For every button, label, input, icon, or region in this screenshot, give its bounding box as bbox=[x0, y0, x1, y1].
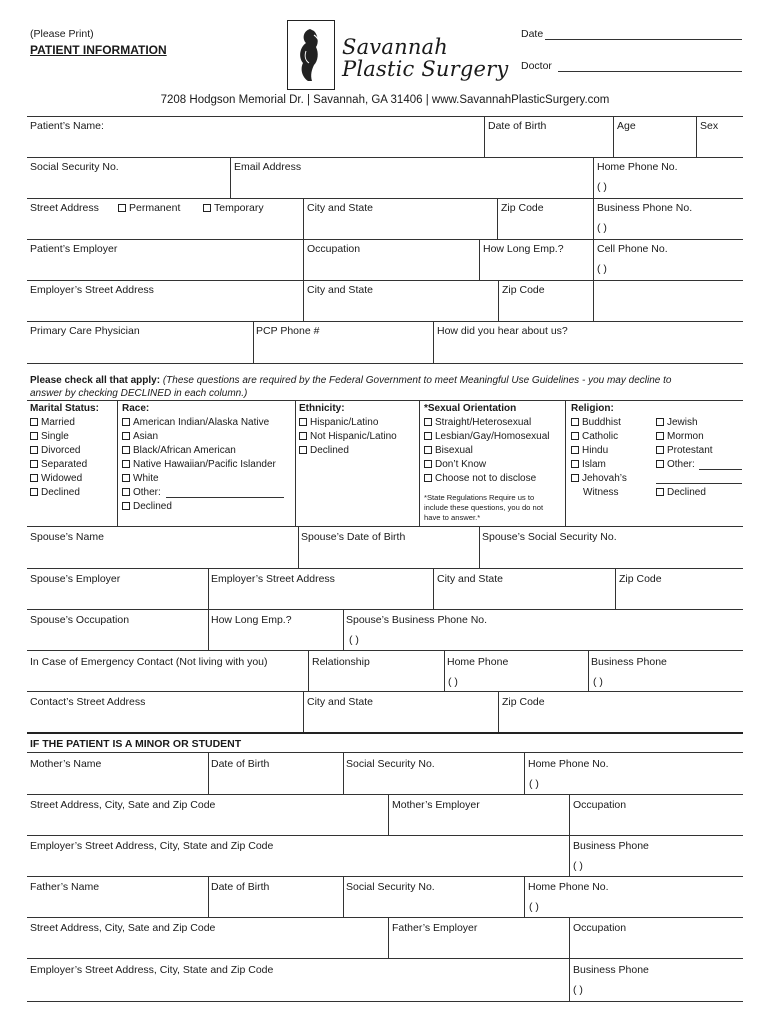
pcp-phone-label: PCP Phone # bbox=[256, 325, 320, 337]
marital-option-label: Declined bbox=[41, 487, 80, 498]
father-business-phone-paren: ( ) bbox=[573, 984, 583, 996]
race-option-label: Declined bbox=[133, 501, 172, 512]
spouse-ssn-label: Spouse’s Social Security No. bbox=[482, 531, 617, 543]
ethnicity-title: Ethnicity: bbox=[299, 403, 345, 414]
demographics-intro-bold: Please check all that apply: bbox=[30, 375, 161, 386]
race-declined[interactable] bbox=[122, 500, 172, 514]
religion-hindu[interactable] bbox=[571, 444, 608, 458]
cell-phone-paren: ( ) bbox=[597, 263, 607, 275]
religion-option-label: Islam bbox=[582, 459, 606, 470]
father-name-label: Father’s Name bbox=[30, 881, 100, 893]
orientation-bisexual[interactable] bbox=[424, 444, 473, 458]
demographics-intro-line2: answer by checking DECLINED in each column.) bbox=[30, 388, 248, 399]
doctor-label: Doctor bbox=[521, 60, 552, 72]
mother-occupation-label: Occupation bbox=[573, 799, 627, 811]
spouse-zip-label: Zip Code bbox=[619, 573, 662, 585]
orientation-gay[interactable] bbox=[424, 430, 550, 444]
race-other[interactable] bbox=[122, 486, 161, 500]
religion-option-label: Other: bbox=[667, 459, 695, 470]
religion-option-label: Buddhist bbox=[582, 417, 621, 428]
how-long-label: How Long Emp.? bbox=[483, 243, 564, 255]
page-title: PATIENT INFORMATION bbox=[30, 43, 167, 57]
patient-sex-label: Sex bbox=[700, 120, 719, 132]
city-state-label: City and State bbox=[307, 202, 373, 214]
religion-option-label: Jewish bbox=[667, 417, 698, 428]
father-occupation-label: Occupation bbox=[573, 922, 627, 934]
marital-option-label: Separated bbox=[41, 459, 88, 470]
date-label: Date bbox=[521, 28, 544, 40]
religion-jehovahs[interactable] bbox=[571, 472, 627, 486]
race-option-label: Asian bbox=[133, 431, 159, 442]
ethnicity-option-label: Declined bbox=[310, 445, 349, 456]
father-home-phone-label: Home Phone No. bbox=[528, 881, 609, 893]
father-street-label: Street Address, City, Sate and Zip Code bbox=[30, 922, 216, 934]
hear-about-label: How did you hear about us? bbox=[437, 325, 568, 337]
race-black[interactable] bbox=[122, 444, 236, 458]
marital-widowed[interactable] bbox=[30, 472, 82, 486]
pcp-label: Primary Care Physician bbox=[30, 325, 140, 337]
contact-zip-label: Zip Code bbox=[502, 696, 545, 708]
ethnicity-option-label: Hispanic/Latino bbox=[310, 417, 379, 428]
business-phone-label: Business Phone No. bbox=[597, 202, 693, 214]
emergency-home-phone-label: Home Phone bbox=[447, 656, 509, 668]
religion-option-label: Catholic bbox=[582, 431, 619, 442]
spouse-business-phone-paren: ( ) bbox=[349, 634, 359, 646]
spouse-dob-label: Spouse’s Date of Birth bbox=[301, 531, 406, 543]
email-label: Email Address bbox=[234, 161, 302, 173]
religion-option-label: Jehovah’s bbox=[582, 473, 627, 484]
cell-phone-label: Cell Phone No. bbox=[597, 243, 668, 255]
orientation-note-3: have to answer.* bbox=[424, 513, 481, 522]
religion-jewish[interactable] bbox=[656, 416, 698, 430]
orientation-option-label: Lesbian/Gay/Homosexual bbox=[435, 431, 550, 442]
ethnicity-option-label: Not Hispanic/Latino bbox=[310, 431, 397, 442]
emergency-business-phone-label: Business Phone bbox=[591, 656, 667, 668]
contact-street-label: Contact’s Street Address bbox=[30, 696, 146, 708]
mother-emp-street-label: Employer’s Street Address, City, State and Zip Code bbox=[30, 840, 274, 852]
spouse-city-state-label: City and State bbox=[437, 573, 503, 585]
home-phone-paren: ( ) bbox=[597, 181, 607, 193]
mother-home-phone-label: Home Phone No. bbox=[528, 758, 609, 770]
race-other-field[interactable] bbox=[166, 497, 284, 498]
spouse-business-phone-label: Spouse’s Business Phone No. bbox=[346, 614, 488, 626]
mother-dob-label: Date of Birth bbox=[211, 758, 270, 770]
spouse-occupation-label: Spouse’s Occupation bbox=[30, 614, 130, 626]
mother-ssn-label: Social Security No. bbox=[346, 758, 435, 770]
race-american-indian[interactable] bbox=[122, 416, 269, 430]
race-option-label: Other: bbox=[133, 487, 161, 498]
religion-option-label: Hindu bbox=[582, 445, 609, 456]
orientation-note-1: *State Regulations Require us to bbox=[424, 493, 535, 502]
permanent-label: Permanent bbox=[129, 202, 181, 214]
mother-street-label: Street Address, City, Sate and Zip Code bbox=[30, 799, 216, 811]
marital-option-label: Divorced bbox=[41, 445, 81, 456]
marital-divorced[interactable] bbox=[30, 444, 80, 458]
permanent-checkbox[interactable] bbox=[118, 202, 180, 214]
orientation-straight[interactable] bbox=[424, 416, 531, 430]
mother-name-label: Mother’s Name bbox=[30, 758, 102, 770]
orientation-dont-know[interactable] bbox=[424, 458, 486, 472]
spouse-how-long-label: How Long Emp.? bbox=[211, 614, 292, 626]
logo-line-2: Plastic Surgery bbox=[342, 57, 509, 81]
religion-buddhist[interactable] bbox=[571, 416, 621, 430]
mother-business-phone-label: Business Phone bbox=[573, 840, 649, 852]
minor-section-title: IF THE PATIENT IS A MINOR OR STUDENT bbox=[30, 738, 242, 750]
contact-city-state-label: City and State bbox=[307, 696, 373, 708]
practice-address: 7208 Hodgson Memorial Dr. | Savannah, GA 31406 | www.SavannahPlasticSurgery.com bbox=[160, 94, 610, 106]
spouse-emp-street-label: Employer’s Street Address bbox=[211, 573, 335, 585]
religion-declined[interactable] bbox=[656, 486, 706, 500]
temporary-label: Temporary bbox=[214, 202, 264, 214]
employer-zip-label: Zip Code bbox=[502, 284, 545, 296]
mother-business-phone-paren: ( ) bbox=[573, 860, 583, 872]
orientation-note-2: include these questions, you do not bbox=[424, 503, 544, 512]
father-emp-street-label: Employer’s Street Address, City, State and Zip Code bbox=[30, 964, 274, 976]
emergency-home-phone-paren: ( ) bbox=[448, 676, 458, 688]
orientation-option-label: Choose not to disclose bbox=[435, 473, 537, 484]
marital-option-label: Married bbox=[41, 417, 75, 428]
race-option-label: White bbox=[133, 473, 159, 484]
please-print-note: (Please Print) bbox=[30, 28, 94, 40]
race-asian[interactable] bbox=[122, 430, 158, 444]
logo-line-1: Savannah bbox=[342, 35, 448, 59]
doctor-field[interactable] bbox=[558, 71, 742, 72]
orientation-option-label: Bisexual bbox=[435, 445, 473, 456]
race-option-label: Black/African American bbox=[133, 445, 236, 456]
employer-city-state-label: City and State bbox=[307, 284, 373, 296]
religion-catholic[interactable] bbox=[571, 430, 618, 444]
demographics-intro-line1: (These questions are required by the Federal Government to meet Meaningful Use Guidelines - you may decline to bbox=[162, 375, 672, 386]
orientation-option-label: Don’t Know bbox=[435, 459, 487, 470]
spouse-name-label: Spouse’s Name bbox=[30, 531, 104, 543]
father-home-phone-paren: ( ) bbox=[529, 901, 539, 913]
logo-emblem-icon bbox=[287, 20, 335, 90]
mother-employer-label: Mother’s Employer bbox=[392, 799, 480, 811]
emergency-contact-label: In Case of Emergency Contact (Not living with you) bbox=[30, 656, 268, 668]
employer-label: Patient’s Employer bbox=[30, 243, 118, 255]
father-ssn-label: Social Security No. bbox=[346, 881, 435, 893]
spouse-employer-label: Spouse’s Employer bbox=[30, 573, 121, 585]
patient-name-label: Patient’s Name: bbox=[30, 120, 104, 132]
father-business-phone-label: Business Phone bbox=[573, 964, 649, 976]
employer-street-label: Employer’s Street Address bbox=[30, 284, 154, 296]
street-label: Street Address bbox=[30, 202, 99, 214]
marital-option-label: Widowed bbox=[41, 473, 83, 484]
father-dob-label: Date of Birth bbox=[211, 881, 270, 893]
patient-dob-label: Date of Birth bbox=[488, 120, 547, 132]
race-pacific-islander[interactable] bbox=[122, 458, 276, 472]
religion-other[interactable] bbox=[656, 458, 695, 472]
ssn-label: Social Security No. bbox=[30, 161, 119, 173]
race-white[interactable] bbox=[122, 472, 159, 486]
marital-separated[interactable] bbox=[30, 458, 87, 472]
religion-islam[interactable] bbox=[571, 458, 606, 472]
temporary-checkbox[interactable] bbox=[203, 202, 264, 214]
religion-mormon[interactable] bbox=[656, 430, 704, 444]
religion-option-label: Protestant bbox=[667, 445, 713, 456]
orientation-title: *Sexual Orientation bbox=[424, 403, 517, 414]
orientation-option-label: Straight/Heterosexual bbox=[435, 417, 532, 428]
orientation-not-disclose[interactable] bbox=[424, 472, 536, 486]
religion-other-field[interactable] bbox=[699, 469, 742, 470]
race-option-label: American Indian/Alaska Native bbox=[133, 417, 270, 428]
religion-title: Religion: bbox=[571, 403, 614, 414]
marital-option-label: Single bbox=[41, 431, 69, 442]
religion-option-label: Mormon bbox=[667, 431, 704, 442]
ethnicity-hispanic[interactable] bbox=[299, 416, 378, 430]
marital-single[interactable] bbox=[30, 430, 69, 444]
home-phone-label: Home Phone No. bbox=[597, 161, 678, 173]
religion-option-label: Declined bbox=[667, 487, 706, 498]
ethnicity-not-hispanic[interactable] bbox=[299, 430, 397, 444]
father-employer-label: Father’s Employer bbox=[392, 922, 478, 934]
business-phone-paren: ( ) bbox=[597, 222, 607, 234]
zip-label: Zip Code bbox=[501, 202, 544, 214]
religion-protestant[interactable] bbox=[656, 444, 713, 458]
religion-witness-label: Witness bbox=[583, 487, 619, 498]
religion-other-field-2[interactable] bbox=[656, 483, 742, 484]
race-option-label: Native Hawaiian/Pacific Islander bbox=[133, 459, 276, 470]
occupation-label: Occupation bbox=[307, 243, 361, 255]
mother-home-phone-paren: ( ) bbox=[529, 778, 539, 790]
patient-age-label: Age bbox=[617, 120, 636, 132]
ethnicity-declined[interactable] bbox=[299, 444, 349, 458]
emergency-relationship-label: Relationship bbox=[312, 656, 370, 668]
demographics-intro bbox=[30, 375, 671, 387]
marital-title: Marital Status: bbox=[30, 403, 99, 414]
race-title: Race: bbox=[122, 403, 150, 414]
marital-married[interactable] bbox=[30, 416, 75, 430]
emergency-business-phone-paren: ( ) bbox=[593, 676, 603, 688]
date-field[interactable] bbox=[545, 39, 742, 40]
marital-declined[interactable] bbox=[30, 486, 80, 500]
